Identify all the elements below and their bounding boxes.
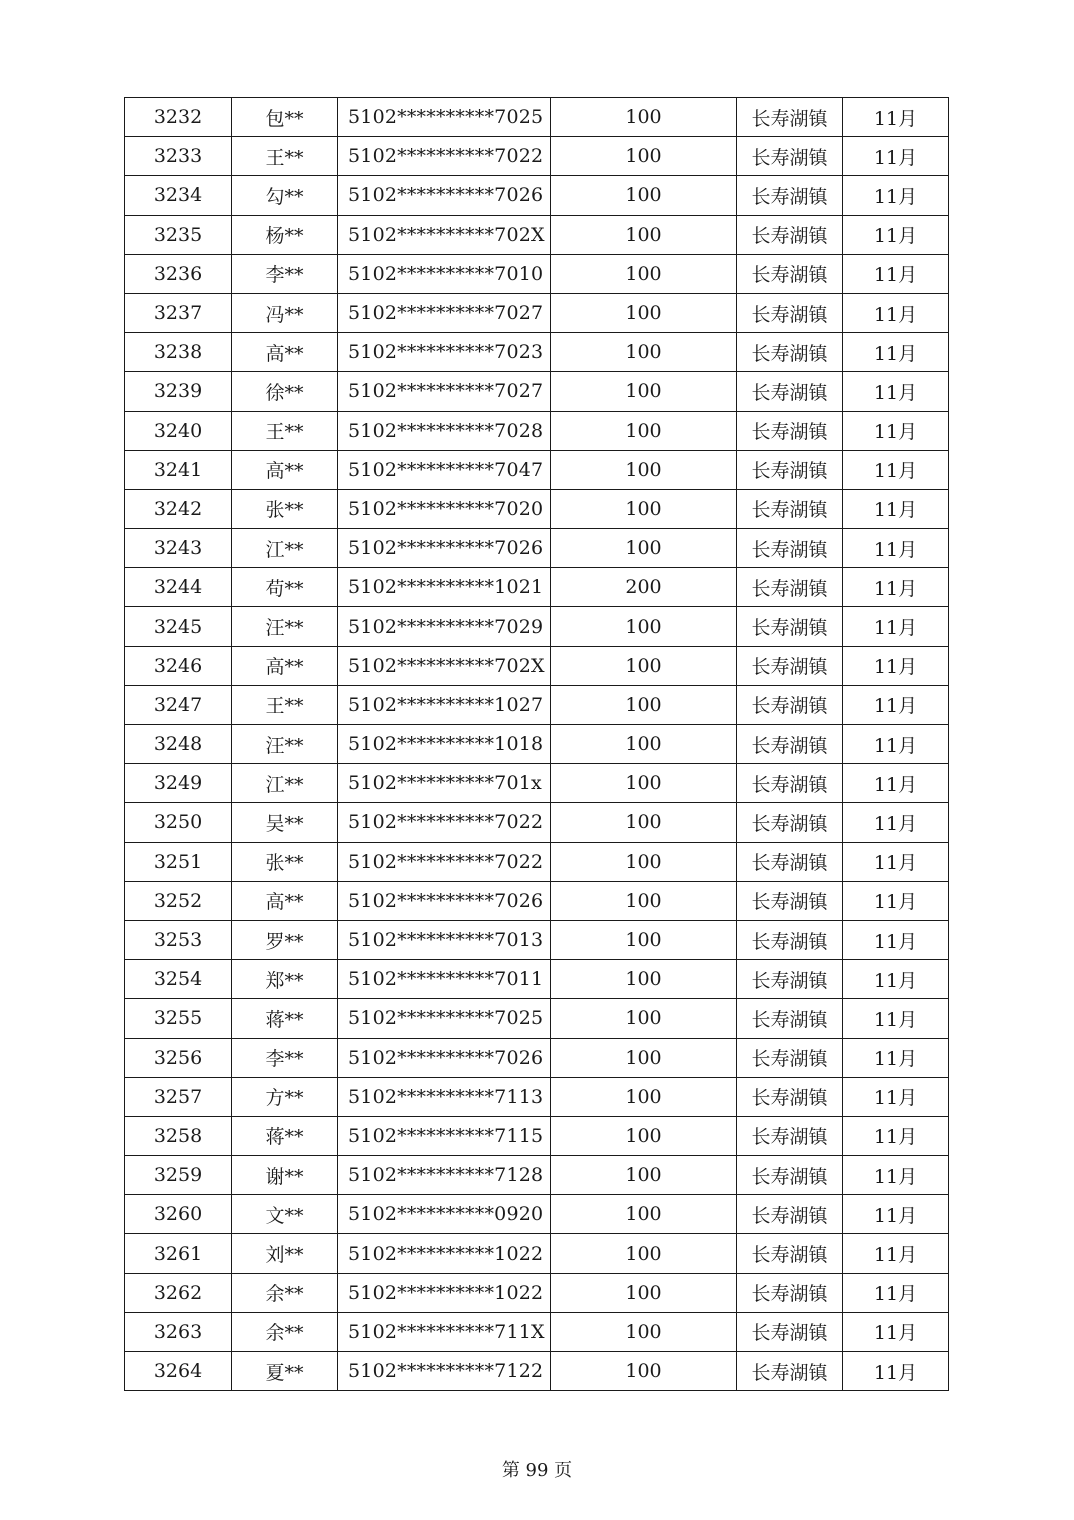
amount-cell: 100: [551, 215, 737, 254]
amount-cell: 100: [551, 372, 737, 411]
town-cell: 长寿湖镇: [737, 372, 843, 411]
town-cell: 长寿湖镇: [737, 764, 843, 803]
month-cell: 11月: [843, 176, 949, 215]
row-number-cell: 3251: [125, 842, 232, 881]
amount-cell: 100: [551, 607, 737, 646]
amount-cell: 100: [551, 293, 737, 332]
month-cell: 11月: [843, 293, 949, 332]
row-number-cell: 3250: [125, 803, 232, 842]
table-row: [125, 764, 949, 803]
name-cell: 汪**: [232, 607, 338, 646]
name-cell: 高**: [232, 333, 338, 372]
month-cell: 11月: [843, 1273, 949, 1312]
amount-cell: 100: [551, 960, 737, 999]
month-cell: 11月: [843, 1195, 949, 1234]
month-cell: 11月: [843, 1116, 949, 1155]
id-number-cell: 5102**********7028: [338, 411, 551, 450]
id-number-cell: 5102**********7026: [338, 1038, 551, 1077]
id-number-cell: 5102**********7115: [338, 1116, 551, 1155]
month-cell: 11月: [843, 489, 949, 528]
amount-cell: 100: [551, 176, 737, 215]
row-number-cell: 3263: [125, 1312, 232, 1351]
town-cell: 长寿湖镇: [737, 254, 843, 293]
town-cell: 长寿湖镇: [737, 725, 843, 764]
row-number-cell: 3256: [125, 1038, 232, 1077]
table-row: [125, 960, 949, 999]
town-cell: 长寿湖镇: [737, 999, 843, 1038]
name-cell: 江**: [232, 764, 338, 803]
town-cell: 长寿湖镇: [737, 1195, 843, 1234]
table-row: [125, 568, 949, 607]
town-cell: 长寿湖镇: [737, 881, 843, 920]
name-cell: 汪**: [232, 725, 338, 764]
table-row: [125, 1312, 949, 1351]
name-cell: 王**: [232, 137, 338, 176]
amount-cell: 100: [551, 1312, 737, 1351]
month-cell: 11月: [843, 1077, 949, 1116]
town-cell: 长寿湖镇: [737, 1077, 843, 1116]
table-row: [125, 1156, 949, 1195]
id-number-cell: 5102**********1022: [338, 1234, 551, 1273]
month-cell: 11月: [843, 999, 949, 1038]
table-row: [125, 881, 949, 920]
month-cell: 11月: [843, 881, 949, 920]
id-number-cell: 5102**********1021: [338, 568, 551, 607]
town-cell: 长寿湖镇: [737, 1038, 843, 1077]
row-number-cell: 3244: [125, 568, 232, 607]
name-cell: 李**: [232, 1038, 338, 1077]
table-row: [125, 215, 949, 254]
town-cell: 长寿湖镇: [737, 842, 843, 881]
amount-cell: 100: [551, 1234, 737, 1273]
row-number-cell: 3243: [125, 529, 232, 568]
id-number-cell: 5102**********702X: [338, 215, 551, 254]
id-number-cell: 5102**********7026: [338, 881, 551, 920]
row-number-cell: 3254: [125, 960, 232, 999]
table-row: [125, 1352, 949, 1391]
amount-cell: 100: [551, 1273, 737, 1312]
town-cell: 长寿湖镇: [737, 450, 843, 489]
amount-cell: 100: [551, 842, 737, 881]
month-cell: 11月: [843, 450, 949, 489]
row-number-cell: 3247: [125, 685, 232, 724]
table-row: [125, 646, 949, 685]
month-cell: 11月: [843, 1156, 949, 1195]
table-row: [125, 1234, 949, 1273]
id-number-cell: 5102**********7128: [338, 1156, 551, 1195]
month-cell: 11月: [843, 333, 949, 372]
town-cell: 长寿湖镇: [737, 529, 843, 568]
name-cell: 郑**: [232, 960, 338, 999]
table-row: [125, 725, 949, 764]
table-row: [125, 1038, 949, 1077]
row-number-cell: 3245: [125, 607, 232, 646]
row-number-cell: 3261: [125, 1234, 232, 1273]
month-cell: 11月: [843, 725, 949, 764]
row-number-cell: 3240: [125, 411, 232, 450]
amount-cell: 100: [551, 764, 737, 803]
amount-cell: 100: [551, 725, 737, 764]
id-number-cell: 5102**********7013: [338, 920, 551, 959]
row-number-cell: 3236: [125, 254, 232, 293]
month-cell: 11月: [843, 98, 949, 137]
row-number-cell: 3232: [125, 98, 232, 137]
id-number-cell: 5102**********7025: [338, 999, 551, 1038]
month-cell: 11月: [843, 607, 949, 646]
amount-cell: 100: [551, 1195, 737, 1234]
id-number-cell: 5102**********7027: [338, 372, 551, 411]
row-number-cell: 3238: [125, 333, 232, 372]
row-number-cell: 3258: [125, 1116, 232, 1155]
name-cell: 谢**: [232, 1156, 338, 1195]
name-cell: 杨**: [232, 215, 338, 254]
id-number-cell: 5102**********7026: [338, 529, 551, 568]
amount-cell: 100: [551, 529, 737, 568]
month-cell: 11月: [843, 960, 949, 999]
row-number-cell: 3248: [125, 725, 232, 764]
name-cell: 王**: [232, 411, 338, 450]
table-row: [125, 1195, 949, 1234]
town-cell: 长寿湖镇: [737, 1312, 843, 1351]
town-cell: 长寿湖镇: [737, 960, 843, 999]
table-row: [125, 176, 949, 215]
name-cell: 包**: [232, 98, 338, 137]
table-body: [125, 98, 949, 1391]
id-number-cell: 5102**********701x: [338, 764, 551, 803]
table-row: [125, 489, 949, 528]
name-cell: 余**: [232, 1273, 338, 1312]
town-cell: 长寿湖镇: [737, 137, 843, 176]
id-number-cell: 5102**********7122: [338, 1352, 551, 1391]
row-number-cell: 3234: [125, 176, 232, 215]
month-cell: 11月: [843, 215, 949, 254]
name-cell: 罗**: [232, 920, 338, 959]
row-number-cell: 3260: [125, 1195, 232, 1234]
id-number-cell: 5102**********1027: [338, 685, 551, 724]
town-cell: 长寿湖镇: [737, 293, 843, 332]
table-row: [125, 450, 949, 489]
town-cell: 长寿湖镇: [737, 1352, 843, 1391]
name-cell: 高**: [232, 881, 338, 920]
name-cell: 蒋**: [232, 1116, 338, 1155]
amount-cell: 100: [551, 881, 737, 920]
table-row: [125, 1273, 949, 1312]
town-cell: 长寿湖镇: [737, 568, 843, 607]
id-number-cell: 5102**********7010: [338, 254, 551, 293]
amount-cell: 100: [551, 411, 737, 450]
name-cell: 张**: [232, 489, 338, 528]
table-row: [125, 293, 949, 332]
town-cell: 长寿湖镇: [737, 215, 843, 254]
month-cell: 11月: [843, 1312, 949, 1351]
table-row: [125, 842, 949, 881]
amount-cell: 100: [551, 1038, 737, 1077]
id-number-cell: 5102**********7029: [338, 607, 551, 646]
town-cell: 长寿湖镇: [737, 685, 843, 724]
id-number-cell: 5102**********7047: [338, 450, 551, 489]
name-cell: 冯**: [232, 293, 338, 332]
town-cell: 长寿湖镇: [737, 607, 843, 646]
id-number-cell: 5102**********7113: [338, 1077, 551, 1116]
row-number-cell: 3255: [125, 999, 232, 1038]
amount-cell: 100: [551, 98, 737, 137]
month-cell: 11月: [843, 1352, 949, 1391]
name-cell: 王**: [232, 685, 338, 724]
row-number-cell: 3249: [125, 764, 232, 803]
amount-cell: 200: [551, 568, 737, 607]
amount-cell: 100: [551, 646, 737, 685]
table-row: [125, 803, 949, 842]
name-cell: 李**: [232, 254, 338, 293]
amount-cell: 100: [551, 920, 737, 959]
row-number-cell: 3257: [125, 1077, 232, 1116]
amount-cell: 100: [551, 1156, 737, 1195]
name-cell: 张**: [232, 842, 338, 881]
table-row: [125, 137, 949, 176]
row-number-cell: 3264: [125, 1352, 232, 1391]
table-row: [125, 999, 949, 1038]
row-number-cell: 3239: [125, 372, 232, 411]
name-cell: 高**: [232, 646, 338, 685]
name-cell: 勾**: [232, 176, 338, 215]
row-number-cell: 3262: [125, 1273, 232, 1312]
month-cell: 11月: [843, 646, 949, 685]
id-number-cell: 5102**********1018: [338, 725, 551, 764]
month-cell: 11月: [843, 842, 949, 881]
table-row: [125, 372, 949, 411]
id-number-cell: 5102**********702X: [338, 646, 551, 685]
month-cell: 11月: [843, 137, 949, 176]
row-number-cell: 3237: [125, 293, 232, 332]
id-number-cell: 5102**********1022: [338, 1273, 551, 1312]
id-number-cell: 5102**********7027: [338, 293, 551, 332]
id-number-cell: 5102**********711X: [338, 1312, 551, 1351]
name-cell: 徐**: [232, 372, 338, 411]
town-cell: 长寿湖镇: [737, 98, 843, 137]
month-cell: 11月: [843, 568, 949, 607]
records-table: [124, 97, 949, 1391]
name-cell: 文**: [232, 1195, 338, 1234]
amount-cell: 100: [551, 1352, 737, 1391]
id-number-cell: 5102**********7022: [338, 842, 551, 881]
id-number-cell: 5102**********7023: [338, 333, 551, 372]
name-cell: 江**: [232, 529, 338, 568]
id-number-cell: 5102**********7026: [338, 176, 551, 215]
id-number-cell: 5102**********7011: [338, 960, 551, 999]
name-cell: 余**: [232, 1312, 338, 1351]
town-cell: 长寿湖镇: [737, 803, 843, 842]
name-cell: 刘**: [232, 1234, 338, 1273]
name-cell: 高**: [232, 450, 338, 489]
id-number-cell: 5102**********7022: [338, 803, 551, 842]
amount-cell: 100: [551, 254, 737, 293]
table-row: [125, 333, 949, 372]
table-row: [125, 607, 949, 646]
amount-cell: 100: [551, 489, 737, 528]
name-cell: 蒋**: [232, 999, 338, 1038]
amount-cell: 100: [551, 450, 737, 489]
month-cell: 11月: [843, 411, 949, 450]
town-cell: 长寿湖镇: [737, 1116, 843, 1155]
amount-cell: 100: [551, 803, 737, 842]
town-cell: 长寿湖镇: [737, 1234, 843, 1273]
amount-cell: 100: [551, 685, 737, 724]
row-number-cell: 3259: [125, 1156, 232, 1195]
table-row: [125, 411, 949, 450]
amount-cell: 100: [551, 999, 737, 1038]
table-row: [125, 1077, 949, 1116]
amount-cell: 100: [551, 1116, 737, 1155]
table-row: [125, 529, 949, 568]
town-cell: 长寿湖镇: [737, 176, 843, 215]
month-cell: 11月: [843, 920, 949, 959]
town-cell: 长寿湖镇: [737, 411, 843, 450]
row-number-cell: 3246: [125, 646, 232, 685]
town-cell: 长寿湖镇: [737, 1156, 843, 1195]
table-row: [125, 1116, 949, 1155]
month-cell: 11月: [843, 685, 949, 724]
town-cell: 长寿湖镇: [737, 489, 843, 528]
row-number-cell: 3242: [125, 489, 232, 528]
row-number-cell: 3253: [125, 920, 232, 959]
table-row: [125, 254, 949, 293]
amount-cell: 100: [551, 137, 737, 176]
page-number: 第 99 页: [501, 1460, 573, 1481]
name-cell: 苟**: [232, 568, 338, 607]
name-cell: 夏**: [232, 1352, 338, 1391]
amount-cell: 100: [551, 333, 737, 372]
month-cell: 11月: [843, 372, 949, 411]
month-cell: 11月: [843, 254, 949, 293]
town-cell: 长寿湖镇: [737, 1273, 843, 1312]
row-number-cell: 3233: [125, 137, 232, 176]
table-row: [125, 685, 949, 724]
id-number-cell: 5102**********7025: [338, 98, 551, 137]
row-number-cell: 3252: [125, 881, 232, 920]
id-number-cell: 5102**********0920: [338, 1195, 551, 1234]
table-row: [125, 920, 949, 959]
month-cell: 11月: [843, 1234, 949, 1273]
month-cell: 11月: [843, 1038, 949, 1077]
town-cell: 长寿湖镇: [737, 646, 843, 685]
month-cell: 11月: [843, 803, 949, 842]
id-number-cell: 5102**********7020: [338, 489, 551, 528]
id-number-cell: 5102**********7022: [338, 137, 551, 176]
name-cell: 吴**: [232, 803, 338, 842]
row-number-cell: 3241: [125, 450, 232, 489]
town-cell: 长寿湖镇: [737, 920, 843, 959]
month-cell: 11月: [843, 529, 949, 568]
name-cell: 方**: [232, 1077, 338, 1116]
town-cell: 长寿湖镇: [737, 333, 843, 372]
table-row: [125, 98, 949, 137]
month-cell: 11月: [843, 764, 949, 803]
amount-cell: 100: [551, 1077, 737, 1116]
row-number-cell: 3235: [125, 215, 232, 254]
